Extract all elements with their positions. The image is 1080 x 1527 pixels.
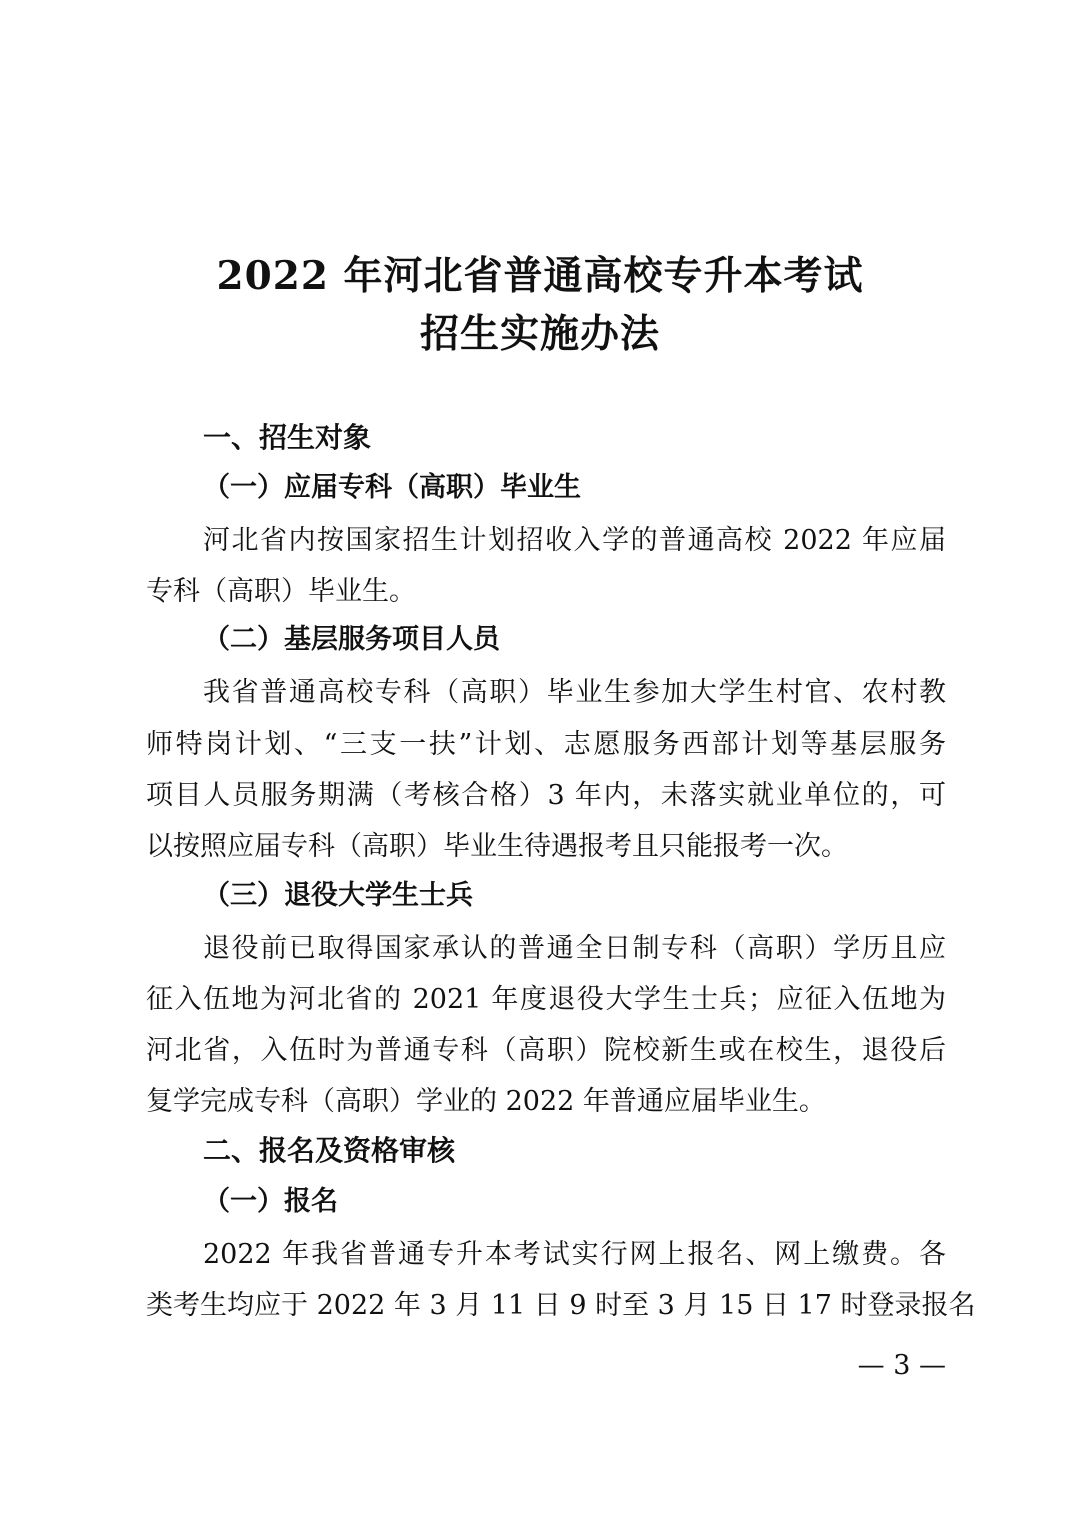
paragraph-line: 征入伍地为河北省的 2021 年度退役大学生士兵；应征入伍地为 bbox=[146, 984, 946, 1015]
section-2-sub-1-heading: （一）报名 bbox=[203, 1186, 338, 1217]
section-2-heading: 二、报名及资格审核 bbox=[203, 1134, 456, 1167]
section-1-sub-1-heading: （一）应届专科（高职）毕业生 bbox=[203, 472, 581, 503]
paragraph-line: 退役前已取得国家承认的普通全日制专科（高职）学历且应 bbox=[203, 933, 946, 964]
page-number: — 3 — bbox=[857, 1350, 946, 1381]
paragraph-line: 专科（高职）毕业生。 bbox=[146, 576, 416, 607]
document-title-line-2: 招生实施办法 bbox=[419, 311, 660, 357]
paragraph-line: 师特岗计划、“三支一扶”计划、志愿服务西部计划等基层服务 bbox=[146, 729, 946, 760]
paragraph-line: 类考生均应于 2022 年 3 月 11 日 9 时至 3 月 15 日 17 时登录报名 bbox=[146, 1290, 976, 1321]
document-title-line-1: 2022 年河北省普通高校专升本考试 bbox=[216, 253, 864, 299]
paragraph-line: 复学完成专科（高职）学业的 2022 年普通应届毕业生。 bbox=[146, 1086, 826, 1117]
paragraph-line: 2022 年我省普通专升本考试实行网上报名、网上缴费。各 bbox=[203, 1239, 946, 1270]
paragraph-line: 项目人员服务期满（考核合格）3 年内，未落实就业单位的，可 bbox=[146, 780, 946, 811]
section-1-sub-2-heading: （二）基层服务项目人员 bbox=[203, 624, 500, 655]
paragraph-line: 河北省内按国家招生计划招收入学的普通高校 2022 年应届 bbox=[203, 525, 946, 556]
section-1-sub-3-heading: （三）退役大学生士兵 bbox=[203, 880, 473, 911]
paragraph-line: 河北省，入伍时为普通专科（高职）院校新生或在校生，退役后 bbox=[146, 1035, 946, 1066]
section-1-heading: 一、招生对象 bbox=[203, 421, 372, 454]
paragraph-line: 以按照应届专科（高职）毕业生待遇报考且只能报考一次。 bbox=[146, 831, 848, 862]
paragraph-line: 我省普通高校专科（高职）毕业生参加大学生村官、农村教 bbox=[203, 677, 946, 708]
